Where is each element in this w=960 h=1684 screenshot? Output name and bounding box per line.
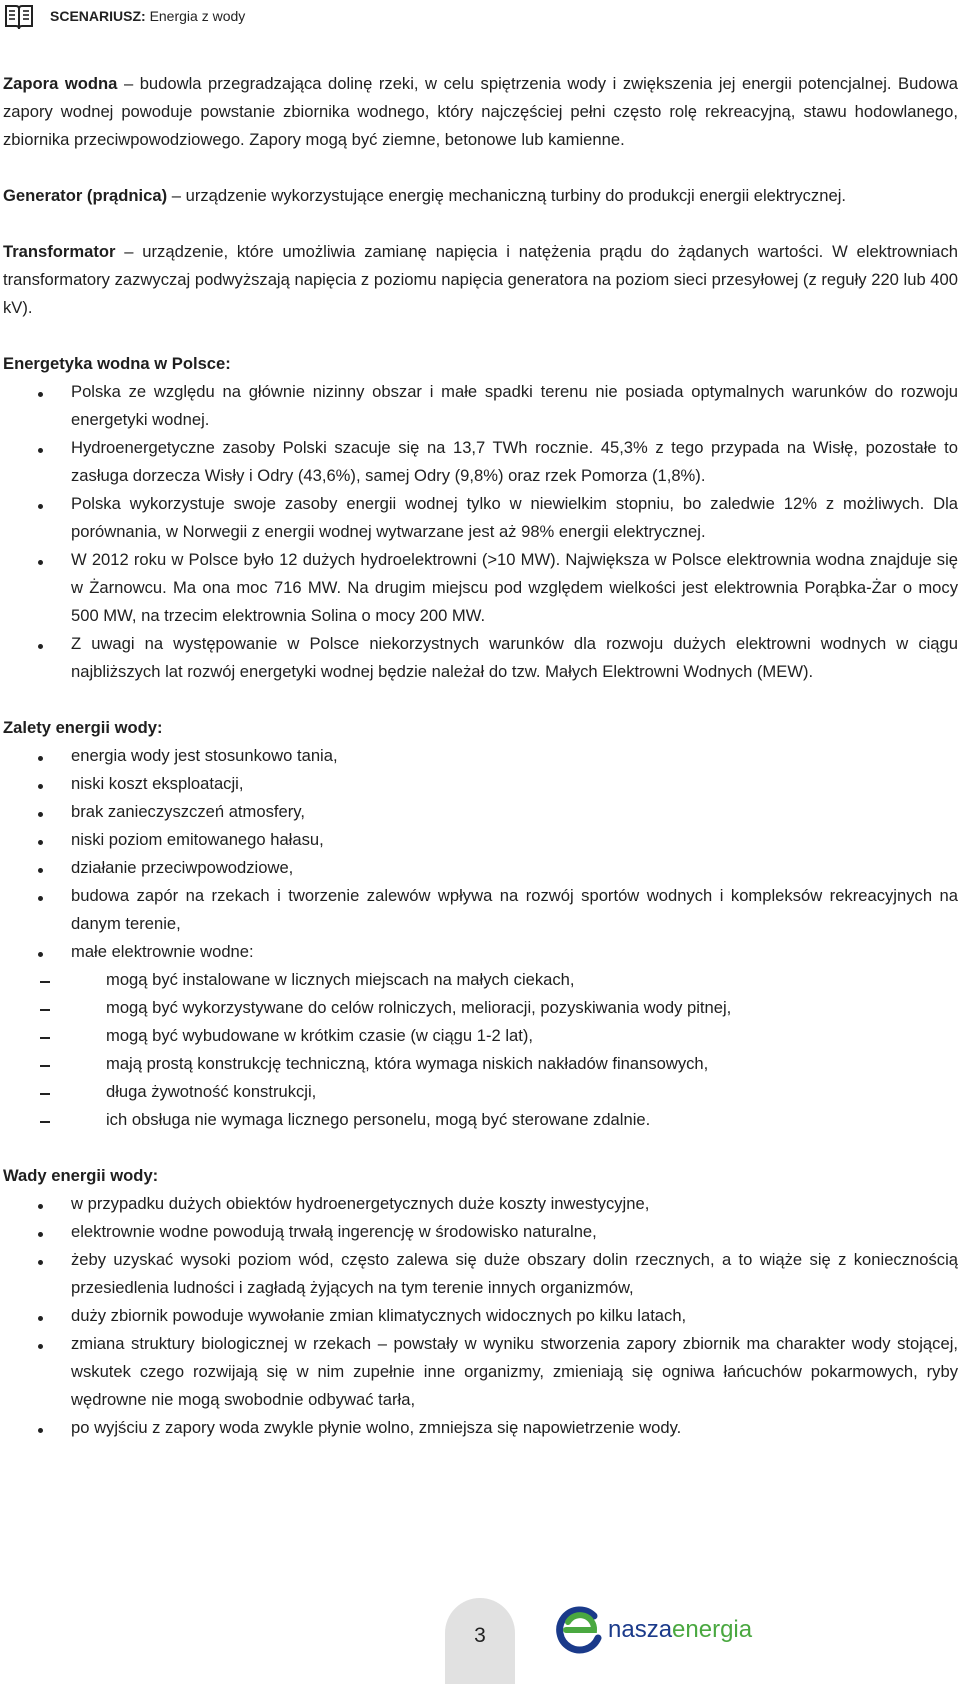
section-title-poland: Energetyka wodna w Polsce: (3, 354, 231, 373)
small-plants-sublist (3, 966, 958, 1134)
disadvantages-list (3, 1190, 958, 1442)
brand-logo-text (608, 1616, 752, 1644)
list-item: brak zanieczyszczeń atmosfery, (3, 798, 958, 826)
page-number: 3 (474, 1624, 486, 1647)
list-item: Z uwagi na występowanie w Polsce niekorzystnych warunków dla rozwoju dużych elektrowni wodnych w ciągu najbliższych lat rozwój energetyki wodnej będzie należał do tzw. Małych Elektrowni Wodnych (MEW). (3, 630, 958, 686)
list-item: W 2012 roku w Polsce było 12 dużych hydroelektrowni (>10 MW). Największa w Polsce elektrownia wodna znajduje się w Żarnowcu. Ma ona moc 716 MW. Na drugim miejscu pod względem wielkości jest elektrownia Porąbka-Żar o mocy 500 MW, na trzecim elektrownia Solina o mocy 200 MW. (3, 546, 958, 630)
list-item: niski koszt eksploatacji, (3, 770, 958, 798)
logo-part-energia: energia (672, 1616, 753, 1643)
sub-list-item: mogą być instalowane w licznych miejscach na małych ciekach, (3, 966, 958, 994)
page-number-tab (445, 1598, 515, 1684)
definition-term: Transformator (3, 242, 116, 261)
list-item: budowa zapór na rzekach i tworzenie zalewów wpływa na rozwój sportów wodnych i kompleksów rekreacyjnych na danym terenie, (3, 882, 958, 938)
page-content (3, 70, 958, 1470)
definition-generator (3, 182, 958, 210)
poland-list (3, 378, 958, 686)
section-title-disadvantages: Wady energii wody: (3, 1166, 159, 1185)
page-header (0, 0, 960, 36)
definition-transformator (3, 238, 958, 322)
list-item: energia wody jest stosunkowo tania, (3, 742, 958, 770)
sub-list-item: mają prostą konstrukcję techniczną, która wymaga niskich nakładów finansowych, (3, 1050, 958, 1078)
list-item: duży zbiornik powoduje wywołanie zmian klimatycznych widocznych po kilku latach, (3, 1302, 958, 1330)
sub-list-item: mogą być wybudowane w krótkim czasie (w ciągu 1-2 lat), (3, 1022, 958, 1050)
list-item: zmiana struktury biologicznej w rzekach – powstały w wyniku stworzenia zapory zbiornik ma charakter wody stojącej, wskutek czego rozwijają się w nim zupełnie inne organizmy, zmieniają się ogniwa łańcuchów pokarmowych, ryby wędrowne nie mogą swobodnie odbywać tarła, (3, 1330, 958, 1414)
header-label: SCENARIUSZ: (50, 8, 146, 24)
definition-term: Zapora wodna (3, 74, 118, 93)
list-item-label: małe elektrownie wodne: (71, 942, 254, 961)
sub-list-item: mogą być wykorzystywane do celów rolniczych, melioracji, pozyskiwania wody pitnej, (3, 994, 958, 1022)
advantages-list (3, 742, 958, 1134)
definition-text: – budowla przegradzająca dolinę rzeki, w celu spiętrzenia wody i zwiększenia jej energii potencjalnej. Budowa zapory wodnej powoduje powstanie zbiornika wodnego, który najczęściej pełni często rolę rekreacyjną, stawu hodowlanego, zbiornika przeciwpowodziowego. Zapory mogą być ziemne, betonowe lub kamienne. (3, 74, 958, 149)
list-item: elektrownie wodne powodują trwałą ingerencję w środowisko naturalne, (3, 1218, 958, 1246)
list-item: w przypadku dużych obiektów hydroenergetycznych duże koszty inwestycyjne, (3, 1190, 958, 1218)
sub-list-item: długa żywotność konstrukcji, (3, 1078, 958, 1106)
list-item: działanie przeciwpowodziowe, (3, 854, 958, 882)
list-item: po wyjściu z zapory woda zwykle płynie wolno, zmniejsza się napowietrzenie wody. (3, 1414, 958, 1442)
definition-text: – urządzenie wykorzystujące energię mechaniczną turbiny do produkcji energii elektrycznej. (167, 186, 846, 205)
list-item: niski poziom emitowanego hałasu, (3, 826, 958, 854)
header-topic: Energia z wody (149, 8, 246, 24)
list-item-small-plants (3, 938, 958, 1134)
definition-text: – urządzenie, które umożliwia zamianę napięcia i natężenia prądu do żądanych wartości. W elektrowniach transformatory zazwyczaj podwyższają napięcia z poziomu napięcia generatora na poziom sieci przesyłowej (z reguły 220 lub 400 kV). (3, 242, 958, 317)
e-swirl-logo-icon (554, 1606, 606, 1654)
definition-zapora (3, 70, 958, 154)
list-item: Hydroenergetyczne zasoby Polski szacuje się na 13,7 TWh rocznie. 45,3% z tego przypada na Wisłę, pozostałe to zasługa dorzecza Wisły i Odry (43,6%), samej Odry (9,8%) oraz rzek Pomorza (1,8%). (3, 434, 958, 490)
open-book-icon (4, 3, 34, 31)
definition-term: Generator (prądnica) (3, 186, 168, 205)
section-title-advantages: Zalety energii wody: (3, 718, 163, 737)
list-item: Polska wykorzystuje swoje zasoby energii wodnej tylko w niewielkim stopniu, bo zaledwie 12% z możliwych. Dla porównania, w Norwegii z energii wodnej wytwarzane jest aż 98% energii elektrycznej. (3, 490, 958, 546)
sub-list-item: ich obsługa nie wymaga licznego personelu, mogą być sterowane zdalnie. (3, 1106, 958, 1134)
logo-part-nasza: nasza (608, 1616, 673, 1643)
header-title (50, 8, 245, 24)
list-item: Polska ze względu na głównie nizinny obszar i małe spadki terenu nie posiada optymalnych warunków do rozwoju energetyki wodnej. (3, 378, 958, 434)
list-item: żeby uzyskać wysoki poziom wód, często zalewa się duże obszary dolin rzecznych, a to wiąże się z koniecznością przesiedlenia ludności i zagładą żyjących na tym terenie innych organizmów, (3, 1246, 958, 1302)
